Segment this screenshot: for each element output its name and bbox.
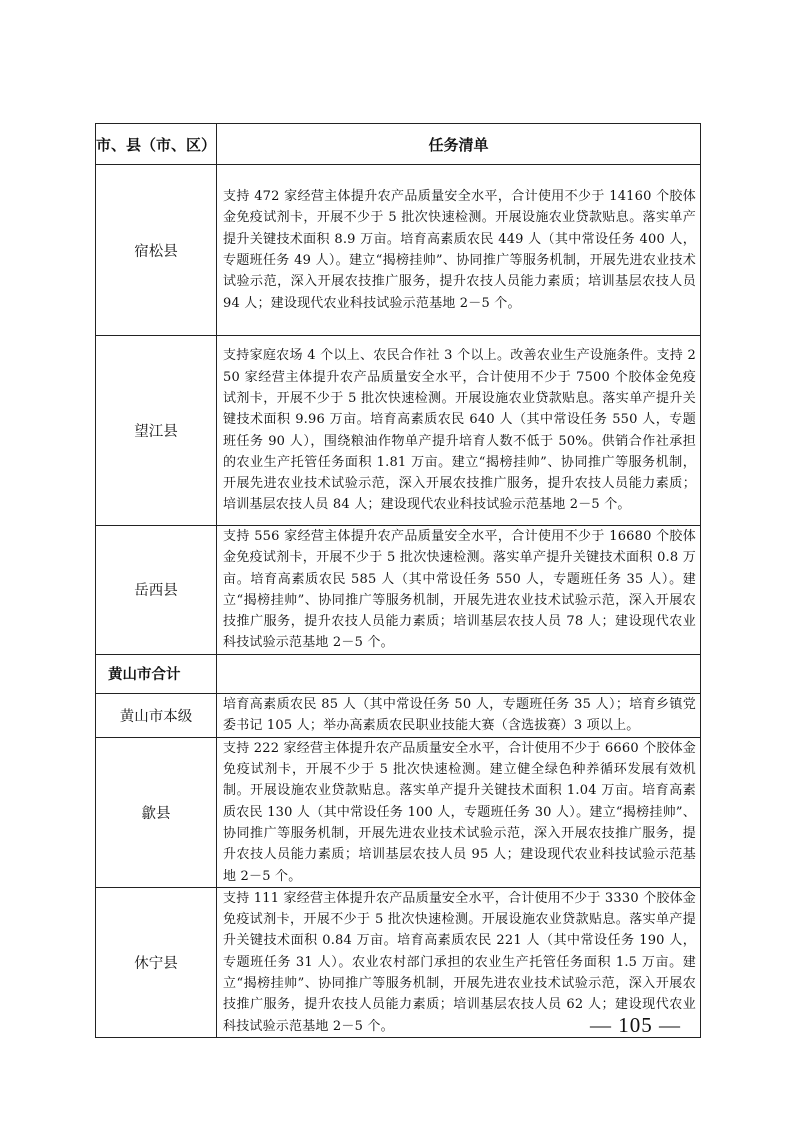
table-row-subtotal [96,654,701,693]
region-cell: 宿松县 [96,165,217,336]
region-cell: 黄山市本级 [96,693,217,737]
region-cell: 岳西县 [96,526,217,655]
table-row [96,737,701,887]
region-cell: 望江县 [96,336,217,526]
region-cell: 歙县 [96,737,217,887]
task-cell: 支持家庭农场 4 个以上、农民合作社 3 个以上。改善农业生产设施条件。支持 250 家经营主体提升农产品质量安全水平，合计使用不少于 7500 个胶体金免疫试剂卡，开展不少于 5 批次快速检测。开展设施农业贷款贴息。落实单产提升关键技术面积 9.96 万亩。培育高素质农民 640 人（其中常设任务 550 人，专题班任务 90 人），围绕粮油作物单产提升培育人数不低于 50%。供销合作社承担的农业生产托管任务面积 1.81 万亩。建立“揭榜挂帅”、协同推广等服务机制，开展先进农业技术试验示范，深入开展农技推广服务，提升农技人员能力素质；培训基层农技人员 84 人；建设现代农业科技试验示范基地 2－5 个。 [217,336,701,526]
task-cell: 支持 556 家经营主体提升农产品质量安全水平，合计使用不少于 16680 个胶体金免疫试剂卡，开展不少于 5 批次快速检测。落实单产提升关键技术面积 0.8 万亩。培育高素质农民 585 人（其中常设任务 550 人，专题班任务 35 人）。建立“揭榜挂帅”、协同推广等服务机制，开展先进农业技术试验示范，深入开展农技推广服务，提升农技人员能力素质；培训基层农技人员 78 人；建设现代农业科技试验示范基地 2－5 个。 [217,526,701,655]
subtotal-region-cell: 黄山市合计 [96,654,217,693]
table-row [96,526,701,655]
region-cell: 休宁县 [96,887,217,1037]
table-header-row [96,124,701,165]
table-row [96,336,701,526]
task-cell: 支持 222 家经营主体提升农产品质量安全水平，合计使用不少于 6660 个胶体金免疫试剂卡，开展不少于 5 批次快速检测。建立健全绿色种养循环发展有效机制。开展设施农业贷款贴息。落实单产提升关键技术面积 1.04 万亩。培育高素质农民 130 人（其中常设任务 100 人，专题班任务 30 人）。建立“揭榜挂帅”、协同推广等服务机制，开展先进农业技术试验示范，深入开展农技推广服务，提升农技人员能力素质；培训基层农技人员 95 人；建设现代农业科技试验示范基地 2－5 个。 [217,737,701,887]
task-table [95,123,701,1038]
task-cell: 支持 472 家经营主体提升农产品质量安全水平，合计使用不少于 14160 个胶体金免疫试剂卡，开展不少于 5 批次快速检测。开展设施农业贷款贴息。落实单产提升关键技术面积 8.9 万亩。培育高素质农民 449 人（其中常设任务 400 人，专题班任务 49 人）。建立“揭榜挂帅”、协同推广等服务机制，开展先进农业技术试验示范，深入开展农技推广服务，提升农技人员能力素质；培训基层农技人员 94 人；建设现代农业科技试验示范基地 2－5 个。 [217,165,701,336]
task-cell: 支持 111 家经营主体提升农产品质量安全水平，合计使用不少于 3330 个胶体金免疫试剂卡，开展不少于 5 批次快速检测。开展设施农业贷款贴息。落实单产提升关键技术面积 0.84 万亩。培育高素质农民 221 人（其中常设任务 190 人，专题班任务 31 人）。农业农村部门承担的农业生产托管任务面积 1.5 万亩。建立“揭榜挂帅”、协同推广等服务机制，开展先进农业技术试验示范，深入开展农技推广服务，提升农技人员能力素质；培训基层农技人员 62 人；建设现代农业科技试验示范基地 2－5 个。 [217,887,701,1037]
task-cell [217,654,701,693]
table-row [96,165,701,336]
header-tasks: 任务清单 [217,124,701,165]
task-cell: 培育高素质农民 85 人（其中常设任务 50 人，专题班任务 35 人）；培育乡镇党委书记 105 人；举办高素质农民职业技能大赛（含选拔赛）3 项以上。 [217,693,701,737]
table-row [96,693,701,737]
header-region: 市、县（市、区） [96,124,217,165]
page-number: — 105 — [590,1013,681,1037]
